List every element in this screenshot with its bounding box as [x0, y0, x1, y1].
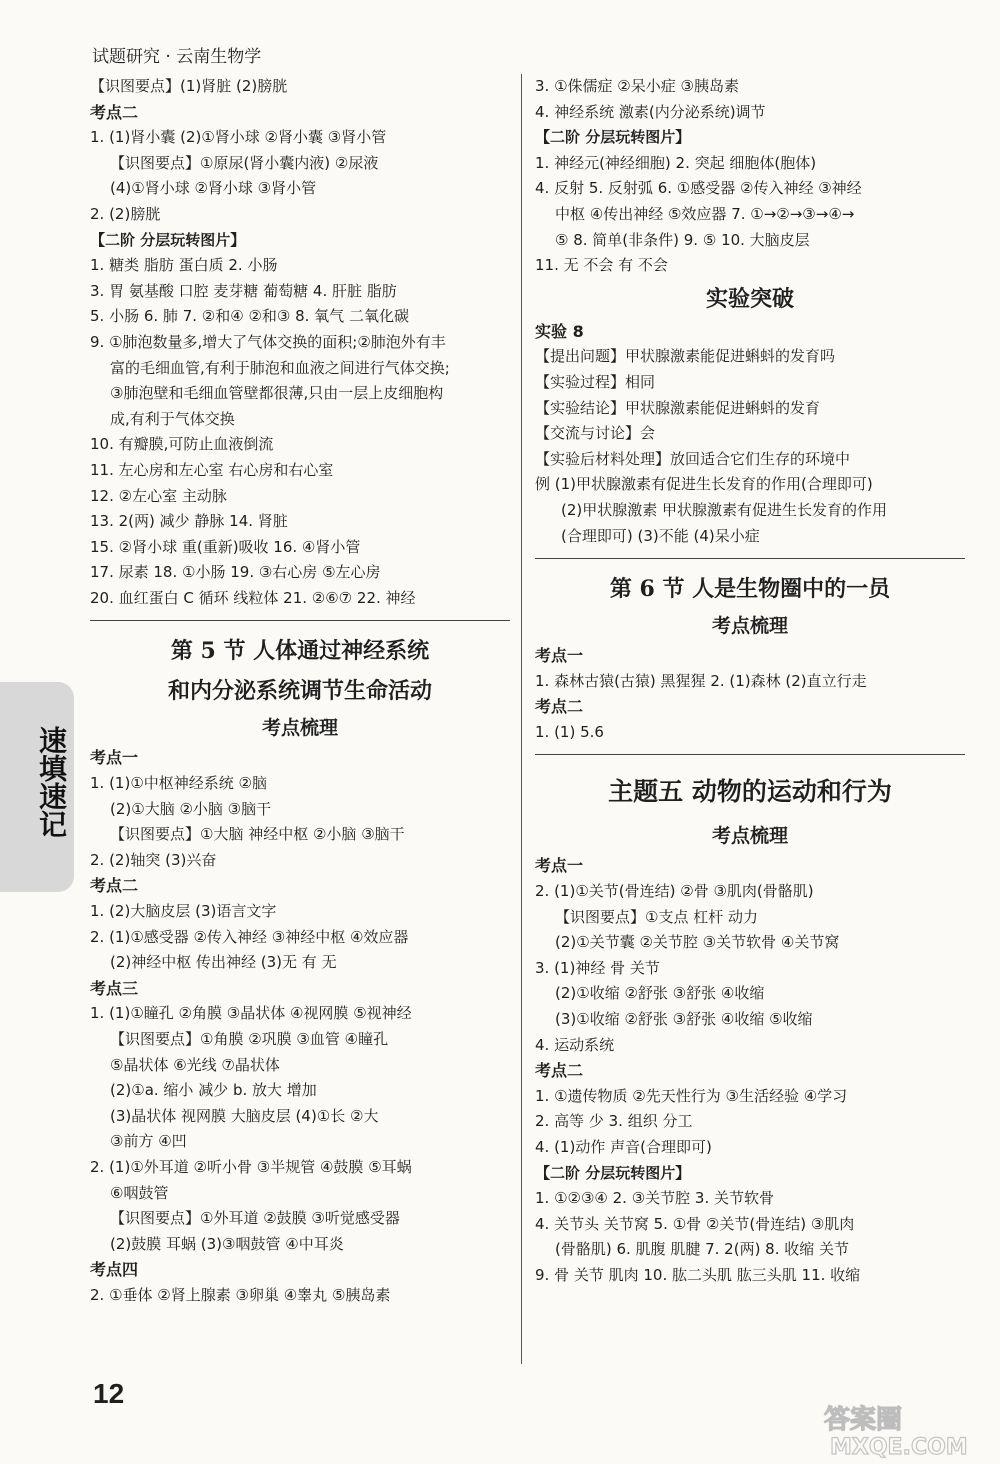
- point-heading: 考点一: [535, 646, 584, 666]
- answer-line: 1. (1) 5.6: [535, 722, 604, 741]
- answer-line: 2. (1)①外耳道 ②听小骨 ③半规管 ④鼓膜 ⑤耳蜗: [90, 1157, 412, 1176]
- answer-line: 4. (1)动作 声音(合理即可): [535, 1138, 712, 1156]
- answer-line: 富的毛细血管,有利于肺泡和血液之间进行气体交换;: [110, 358, 450, 377]
- point-heading: 考点四: [90, 1260, 139, 1280]
- answer-line: 12. ②左心室 主动脉: [90, 486, 227, 505]
- answer-line: (2)甲状腺激素 甲状腺激素有促进生长发育的作用: [561, 500, 888, 519]
- point-heading: 实验 8: [535, 321, 584, 341]
- answer-line: 2. ①垂体 ②肾上腺素 ③卵巢 ④睾丸 ⑤胰岛素: [90, 1285, 391, 1304]
- point-heading: 考点二: [90, 876, 139, 896]
- answer-line: 例 (1)甲状腺激素有促进生长发育的作用(合理即可): [535, 475, 873, 494]
- answer-line: 1. (1)①中枢神经系统 ②脑: [90, 774, 267, 793]
- answer-line: 20. 血红蛋白 C 循环 线粒体 21. ②⑥⑦ 22. 神经: [90, 588, 416, 607]
- answer-line: 【识图要点】①外耳道 ②鼓膜 ③听觉感受器: [110, 1209, 400, 1228]
- page-number: 12: [93, 1378, 125, 1409]
- answer-line: ③前方 ④凹: [110, 1132, 187, 1151]
- point-heading: 考点一: [535, 856, 584, 876]
- answer-line: 【识图要点】①大脑 神经中枢 ②小脑 ③脑干: [110, 825, 405, 844]
- section-heading: 第 6 节 人是生物圈中的一员: [609, 576, 891, 603]
- answer-line: 2. (2)膀胱: [90, 204, 161, 223]
- answer-line: (3)晶状体 视网膜 大脑皮层 (4)①长 ②大: [110, 1106, 379, 1125]
- answer-line: ⑤晶状体 ⑥光线 ⑦晶状体: [110, 1055, 280, 1074]
- svg-text:MXQE.COM: MXQE.COM: [830, 1435, 968, 1460]
- answer-line: 10. 有瓣膜,可防止血液倒流: [90, 435, 274, 454]
- answer-line: (骨骼肌) 6. 肌腹 肌腱 7. 2(两) 8. 收缩 关节: [555, 1240, 850, 1259]
- answer-line: 【识图要点】①角膜 ②巩膜 ③血管 ④瞳孔: [110, 1030, 389, 1048]
- section-heading: 主题五 动物的运动和行为: [608, 777, 892, 807]
- point-heading: 考点三: [90, 978, 139, 998]
- answer-line: 【交流与讨论】会: [535, 424, 656, 443]
- left-column: [90, 74, 510, 1309]
- answer-line: 1. (1)①瞳孔 ②角膜 ③晶状体 ④视网膜 ⑤视神经: [90, 1004, 412, 1023]
- section-divider: [535, 754, 965, 755]
- side-tab-label: 速填速记: [35, 726, 68, 838]
- answer-line: 5. 小肠 6. 肺 7. ②和④ ②和③ 8. 氧气 二氧化碳: [90, 307, 409, 326]
- answer-line: 11. 无 不会 有 不会: [535, 256, 668, 275]
- answer-line: (合理即可) (3)不能 (4)呆小症: [561, 526, 760, 545]
- answer-line: 4. 运动系统: [535, 1035, 615, 1054]
- answer-line: 【实验过程】相同: [535, 372, 656, 391]
- point-heading: 考点二: [535, 1061, 584, 1081]
- answer-line: 【识图要点】(1)肾脏 (2)膀胱: [90, 77, 288, 95]
- answer-line: ⑥咽鼓管: [110, 1183, 169, 1202]
- answer-line: 9. ①肺泡数量多,增大了气体交换的面积;②肺泡外有丰: [90, 332, 446, 351]
- section-subheading: 考点梳理: [711, 825, 788, 848]
- answer-line: 成,有利于气体交换: [110, 409, 235, 428]
- answer-line: 4. 反射 5. 反射弧 6. ①感受器 ②传入神经 ③神经: [535, 179, 862, 198]
- answer-line: 中枢 ④传出神经 ⑤效应器 7. ①→②→③→④→: [555, 204, 855, 223]
- answer-line: 【二阶 分层玩转图片】: [90, 230, 246, 249]
- answer-line: 【二阶 分层玩转图片】: [535, 1163, 691, 1182]
- section-heading: 实验突破: [705, 285, 794, 312]
- answer-line: 1. (1)肾小囊 (2)①肾小球 ②肾小囊 ③肾小管: [90, 128, 387, 147]
- point-heading: 考点一: [90, 748, 139, 768]
- answer-line: 【实验后材料处理】放回适合它们生存的环境中: [535, 449, 851, 468]
- answer-line: 3. ①侏儒症 ②呆小症 ③胰岛素: [535, 77, 739, 95]
- answer-line: 1. 糖类 脂肪 蛋白质 2. 小肠: [90, 256, 278, 275]
- side-tab: [0, 682, 74, 892]
- answer-line: 1. 神经元(神经细胞) 2. 突起 细胞体(胞体): [535, 153, 817, 172]
- answer-line: 3. 胃 氨基酸 口腔 麦芽糖 葡萄糖 4. 肝脏 脂肪: [90, 281, 397, 300]
- answer-line: (4)①肾小球 ②肾小球 ③肾小管: [110, 179, 317, 198]
- section-heading: 和内分泌系统调节生命活动: [167, 678, 432, 705]
- answer-line: 【识图要点】①支点 杠杆 动力: [555, 907, 758, 926]
- answer-line: 【二阶 分层玩转图片】: [535, 128, 691, 147]
- answer-line: 2. (1)①感受器 ②传入神经 ③神经中枢 ④效应器: [90, 927, 409, 946]
- answer-line: 13. 2(两) 减少 静脉 14. 肾脏: [90, 512, 288, 531]
- answer-line: 2. (1)①关节(骨连结) ②骨 ③肌肉(骨骼肌): [535, 882, 814, 901]
- answer-line: ③肺泡壁和毛细血管壁都很薄,只由一层上皮细胞构: [110, 384, 444, 403]
- point-heading: 考点二: [535, 697, 584, 717]
- answer-line: (2)①收缩 ②舒张 ③舒张 ④收缩: [555, 984, 765, 1003]
- answer-line: 【识图要点】①原尿(肾小囊内液) ②尿液: [110, 153, 379, 172]
- answer-line: 2. 高等 少 3. 组织 分工: [535, 1112, 693, 1131]
- answer-line: 11. 左心房和左心室 右心房和右心室: [90, 460, 334, 479]
- section-heading: 第 5 节 人体通过神经系统: [170, 638, 430, 665]
- page-header: 试题研究 · 云南生物学: [92, 47, 262, 67]
- right-column: [535, 74, 965, 1289]
- section-subheading: 考点梳理: [711, 615, 788, 638]
- answer-line: (2)鼓膜 耳蜗 (3)③咽鼓管 ④中耳炎: [110, 1234, 344, 1253]
- answer-line: 15. ②肾小球 重(重新)吸收 16. ④肾小管: [90, 537, 361, 556]
- answer-line: 17. 尿素 18. ①小肠 19. ③右心房 ⑤左心房: [90, 563, 381, 582]
- answer-line: (2)①大脑 ②小脑 ③脑干: [110, 799, 272, 818]
- answer-line: 【实验结论】甲状腺激素能促进蝌蚪的发育: [535, 398, 821, 417]
- point-heading: 考点二: [90, 102, 139, 122]
- answer-line: 1. ①遗传物质 ②先天性行为 ③生活经验 ④学习: [535, 1086, 848, 1105]
- answer-line: 4. 关节头 关节窝 5. ①骨 ②关节(骨连结) ③肌肉: [535, 1214, 855, 1233]
- svg-text:答案圈: 答案圈: [824, 1405, 903, 1435]
- answer-line: (2)①a. 缩小 减少 b. 放大 增加: [110, 1081, 317, 1100]
- column-divider: [521, 74, 522, 1364]
- answer-line: 3. (1)神经 骨 关节: [535, 958, 660, 977]
- answer-line: 9. 骨 关节 肌肉 10. 肱二头肌 肱三头肌 11. 收缩: [535, 1265, 861, 1284]
- section-subheading: 考点梳理: [261, 717, 338, 740]
- watermark-logo: [820, 1398, 990, 1460]
- section-divider: [90, 620, 510, 621]
- answer-line: 【提出问题】甲状腺激素能促进蝌蚪的发育吗: [535, 347, 836, 366]
- answer-line: (2)神经中枢 传出神经 (3)无 有 无: [110, 953, 337, 972]
- answer-line: ⑤ 8. 简单(非条件) 9. ⑤ 10. 大脑皮层: [555, 230, 810, 249]
- answer-line: 1. 森林古猿(古猿) 黑猩猩 2. (1)森林 (2)直立行走: [535, 671, 867, 690]
- answer-line: (2)①关节囊 ②关节腔 ③关节软骨 ④关节窝: [555, 933, 840, 952]
- answer-line: 4. 神经系统 激素(内分泌系统)调节: [535, 102, 766, 121]
- answer-line: 1. (2)大脑皮层 (3)语言文字: [90, 902, 277, 921]
- section-divider: [535, 558, 965, 559]
- answer-line: 2. (2)轴突 (3)兴奋: [90, 850, 217, 869]
- answer-line: (3)①收缩 ②舒张 ③舒张 ④收缩 ⑤收缩: [555, 1010, 813, 1029]
- answer-line: 1. ①②③④ 2. ③关节腔 3. 关节软骨: [535, 1189, 775, 1208]
